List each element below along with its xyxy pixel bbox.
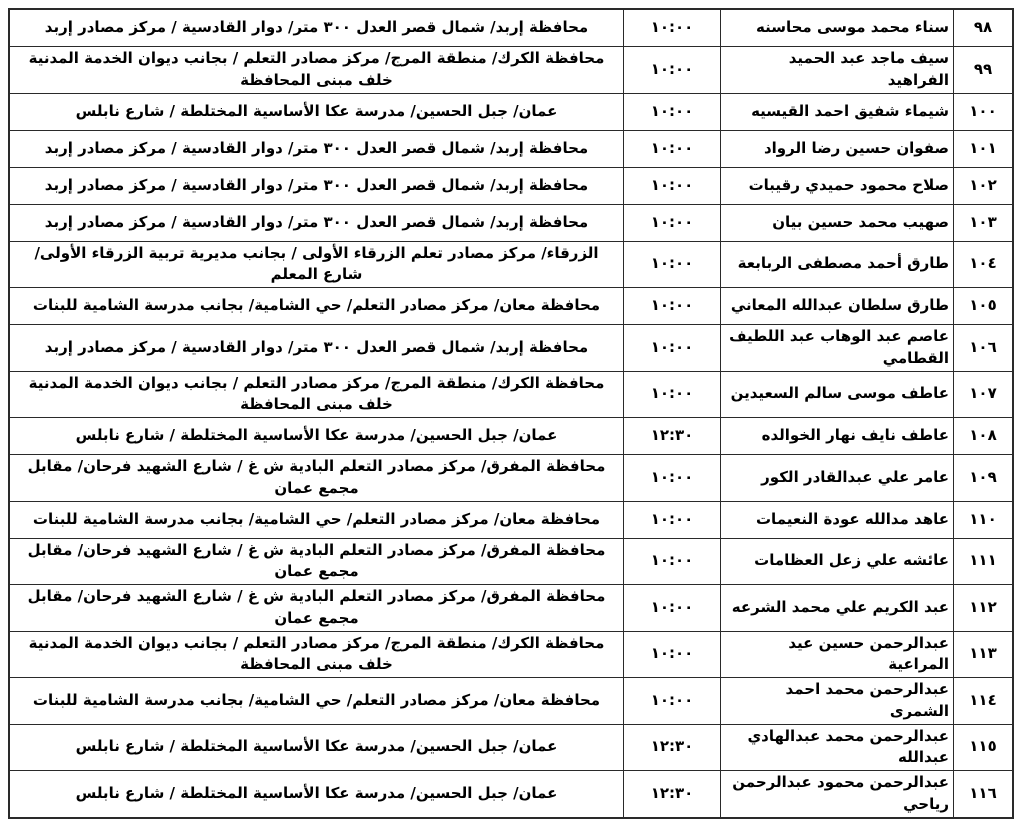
person-name-cell: عبدالرحمن حسين عيد المراعية [721, 631, 954, 678]
appointment-time-cell: ١٢:٣٠ [624, 418, 721, 455]
appointment-time-cell: ١٠:٠٠ [624, 93, 721, 130]
row-number-cell: ١٠٨ [954, 418, 1014, 455]
table-row [9, 455, 1013, 502]
person-name-cell: طارق أحمد مصطفى الربابعة [721, 241, 954, 288]
appointment-time-cell: ١٠:٠٠ [624, 501, 721, 538]
appointment-time-cell: ١٠:٠٠ [624, 455, 721, 502]
row-number-cell: ١١٢ [954, 585, 1014, 632]
row-number-cell: ١٠١ [954, 130, 1014, 167]
appointment-time-cell: ١٠:٠٠ [624, 204, 721, 241]
row-number-cell: ١١٤ [954, 678, 1014, 725]
location-cell: عمان/ جبل الحسين/ مدرسة عكا الأساسية المختلطة / شارع نابلس [9, 771, 624, 818]
person-name-cell: عاطف نايف نهار الخوالده [721, 418, 954, 455]
person-name-cell: عاهد مدالله عودة النعيمات [721, 501, 954, 538]
person-name-cell: عبدالرحمن محمود عبدالرحمن رياحي [721, 771, 954, 818]
table-row [9, 678, 1013, 725]
table-row [9, 130, 1013, 167]
person-name-cell: صلاح محمود حميدي رقيبات [721, 167, 954, 204]
table-row [9, 501, 1013, 538]
appointment-time-cell: ١٠:٠٠ [624, 241, 721, 288]
row-number-cell: ١٠٣ [954, 204, 1014, 241]
location-cell: محافظة إربد/ شمال قصر العدل ٣٠٠ متر/ دوار القادسية / مركز مصادر إربد [9, 167, 624, 204]
location-cell: محافظة المفرق/ مركز مصادر التعلم البادية ش غ / شارع الشهيد فرحان/ مقابل مجمع عمان [9, 585, 624, 632]
row-number-cell: ١٠٠ [954, 93, 1014, 130]
location-cell: محافظة معان/ مركز مصادر التعلم/ حي الشامية/ بجانب مدرسة الشامية للبنات [9, 678, 624, 725]
row-number-cell: ١١٦ [954, 771, 1014, 818]
table-row [9, 771, 1013, 818]
person-name-cell: صهيب محمد حسين بيان [721, 204, 954, 241]
row-number-cell: ٩٨ [954, 9, 1014, 47]
person-name-cell: سيف ماجد عبد الحميد الفراهيد [721, 47, 954, 94]
table-row [9, 9, 1013, 47]
location-cell: محافظة المفرق/ مركز مصادر التعلم البادية ش غ / شارع الشهيد فرحان/ مقابل مجمع عمان [9, 455, 624, 502]
row-number-cell: ١٠٩ [954, 455, 1014, 502]
table-row [9, 724, 1013, 771]
person-name-cell: عامر علي عبدالقادر الكور [721, 455, 954, 502]
row-number-cell: ١١١ [954, 538, 1014, 585]
appointment-time-cell: ١٠:٠٠ [624, 585, 721, 632]
appointment-time-cell: ١٠:٠٠ [624, 9, 721, 47]
table-row [9, 325, 1013, 372]
appointment-time-cell: ١٠:٠٠ [624, 167, 721, 204]
appointment-time-cell: ١٠:٠٠ [624, 325, 721, 372]
table-row [9, 585, 1013, 632]
appointments-table [8, 8, 1014, 819]
location-cell: محافظة الكرك/ منطقة المرج/ مركز مصادر التعلم / بجانب ديوان الخدمة المدنية خلف مبنى المحافظة [9, 47, 624, 94]
table-row [9, 288, 1013, 325]
appointment-time-cell: ١٠:٠٠ [624, 678, 721, 725]
table-row [9, 418, 1013, 455]
location-cell: عمان/ جبل الحسين/ مدرسة عكا الأساسية المختلطة / شارع نابلس [9, 93, 624, 130]
row-number-cell: ١٠٥ [954, 288, 1014, 325]
appointment-time-cell: ١٢:٣٠ [624, 724, 721, 771]
person-name-cell: عاطف موسى سالم السعيدين [721, 371, 954, 418]
location-cell: محافظة إربد/ شمال قصر العدل ٣٠٠ متر/ دوار القادسية / مركز مصادر إربد [9, 9, 624, 47]
appointment-time-cell: ١٠:٠٠ [624, 47, 721, 94]
appointment-time-cell: ١٢:٣٠ [624, 771, 721, 818]
location-cell: محافظة إربد/ شمال قصر العدل ٣٠٠ متر/ دوار القادسية / مركز مصادر إربد [9, 130, 624, 167]
table-row [9, 204, 1013, 241]
row-number-cell: ١٠٧ [954, 371, 1014, 418]
table-row [9, 241, 1013, 288]
appointment-time-cell: ١٠:٠٠ [624, 538, 721, 585]
appointment-time-cell: ١٠:٠٠ [624, 288, 721, 325]
location-cell: محافظة إربد/ شمال قصر العدل ٣٠٠ متر/ دوار القادسية / مركز مصادر إربد [9, 325, 624, 372]
row-number-cell: ٩٩ [954, 47, 1014, 94]
row-number-cell: ١١٣ [954, 631, 1014, 678]
person-name-cell: عاصم عبد الوهاب عبد اللطيف القطامي [721, 325, 954, 372]
person-name-cell: سناء محمد موسى محاسنه [721, 9, 954, 47]
person-name-cell: عبدالرحمن محمد عبدالهادي عبدالله [721, 724, 954, 771]
row-number-cell: ١٠٢ [954, 167, 1014, 204]
appointments-table-body [9, 9, 1013, 818]
location-cell: محافظة إربد/ شمال قصر العدل ٣٠٠ متر/ دوار القادسية / مركز مصادر إربد [9, 204, 624, 241]
person-name-cell: عبدالرحمن محمد احمد الشمرى [721, 678, 954, 725]
table-row [9, 631, 1013, 678]
location-cell: محافظة معان/ مركز مصادر التعلم/ حي الشامية/ بجانب مدرسة الشامية للبنات [9, 501, 624, 538]
location-cell: محافظة المفرق/ مركز مصادر التعلم البادية ش غ / شارع الشهيد فرحان/ مقابل مجمع عمان [9, 538, 624, 585]
table-row [9, 371, 1013, 418]
appointment-time-cell: ١٠:٠٠ [624, 631, 721, 678]
location-cell: محافظة معان/ مركز مصادر التعلم/ حي الشامية/ بجانب مدرسة الشامية للبنات [9, 288, 624, 325]
row-number-cell: ١١٠ [954, 501, 1014, 538]
location-cell: محافظة الكرك/ منطقة المرج/ مركز مصادر التعلم / بجانب ديوان الخدمة المدنية خلف مبنى المحافظة [9, 631, 624, 678]
location-cell: الزرقاء/ مركز مصادر تعلم الزرقاء الأولى / بجانب مديرية تربية الزرقاء الأولى/ شارع المعلم [9, 241, 624, 288]
person-name-cell: عائشه علي زعل العظامات [721, 538, 954, 585]
person-name-cell: صفوان حسين رضا الرواد [721, 130, 954, 167]
location-cell: محافظة الكرك/ منطقة المرج/ مركز مصادر التعلم / بجانب ديوان الخدمة المدنية خلف مبنى المحافظة [9, 371, 624, 418]
table-row [9, 538, 1013, 585]
location-cell: عمان/ جبل الحسين/ مدرسة عكا الأساسية المختلطة / شارع نابلس [9, 724, 624, 771]
row-number-cell: ١٠٦ [954, 325, 1014, 372]
table-row [9, 93, 1013, 130]
person-name-cell: شيماء شفيق احمد القيسيه [721, 93, 954, 130]
location-cell: عمان/ جبل الحسين/ مدرسة عكا الأساسية المختلطة / شارع نابلس [9, 418, 624, 455]
table-row [9, 167, 1013, 204]
person-name-cell: عبد الكريم علي محمد الشرعه [721, 585, 954, 632]
appointment-time-cell: ١٠:٠٠ [624, 371, 721, 418]
appointment-time-cell: ١٠:٠٠ [624, 130, 721, 167]
row-number-cell: ١١٥ [954, 724, 1014, 771]
person-name-cell: طارق سلطان عبدالله المعاني [721, 288, 954, 325]
table-row [9, 47, 1013, 94]
row-number-cell: ١٠٤ [954, 241, 1014, 288]
